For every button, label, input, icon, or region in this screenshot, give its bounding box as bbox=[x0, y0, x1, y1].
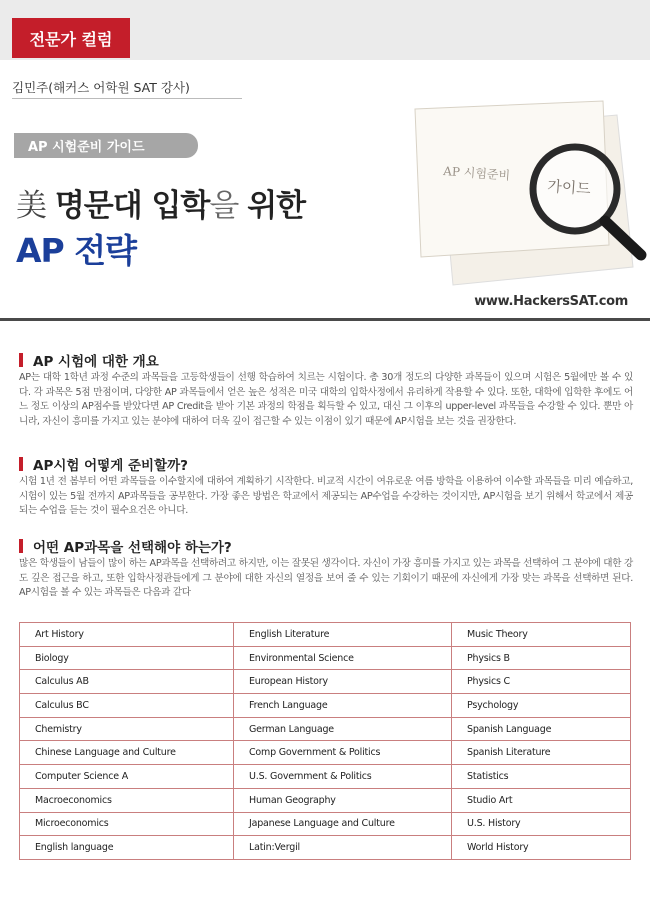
section-body: AP는 대학 1학년 과정 수준의 과목들을 고등학생들이 선행 학습하여 치르는 시험이다. 총 30개 정도의 다양한 과목들이 있으며 시험은 5월에만 볼 수 있다. 각 과목은 5점 만점이며, 다양한 AP 과목들에서 얻은 높은 성적은 미국 대학의 입학사정에서 유리하게 작용할 수 있다. 또한, 대학에 입학한 후에도 어느 정도 이상의 AP점수를 받았다면 AP Credit을 받아 기본 과정의 학점을 획득할 수 있고, 대신 그 이후의 upper-level 과목들을 수강할 수 있다. 뿐만 아니라, 자신이 흥미를 가지고 있는 분야에 대하여 더욱 깊이 접근할 수 있는 이점이 있기 때문에 AP시험을 보는 것을 권장한다. bbox=[19, 372, 633, 427]
table-row bbox=[20, 788, 631, 812]
section-title bbox=[19, 456, 633, 472]
paper-magnifier-illustration bbox=[395, 95, 650, 295]
table-row bbox=[20, 694, 631, 718]
table-cell: U.S. History bbox=[452, 812, 631, 836]
section-selection bbox=[19, 538, 633, 601]
title-bar-icon bbox=[19, 457, 23, 471]
table-cell: Microeconomics bbox=[20, 812, 234, 836]
headline-line1 bbox=[16, 180, 305, 225]
table-cell: Biology bbox=[20, 646, 234, 670]
table-cell: Calculus BC bbox=[20, 694, 234, 718]
table-cell: Comp Government & Politics bbox=[234, 741, 452, 765]
table-row bbox=[20, 836, 631, 860]
author-divider bbox=[12, 98, 242, 99]
table-row bbox=[20, 812, 631, 836]
column-tag: 전문가 컬럼 bbox=[12, 18, 130, 58]
table-cell: Spanish Language bbox=[452, 717, 631, 741]
table-cell: English language bbox=[20, 836, 234, 860]
table-cell: English Literature bbox=[234, 623, 452, 647]
table-row bbox=[20, 623, 631, 647]
table-cell: Japanese Language and Culture bbox=[234, 812, 452, 836]
headline-line2: AP 전략 bbox=[16, 231, 136, 270]
table-cell: U.S. Government & Politics bbox=[234, 765, 452, 789]
ap-courses-table bbox=[19, 622, 631, 860]
header-divider bbox=[0, 318, 650, 321]
section-body: 많은 학생들이 남들이 많이 하는 AP과목을 선택하려고 하지만, 이는 잘못된 생각이다. 자신이 가장 흥미를 가지고 있는 과목을 선택하여 그 분야에 대한 강도 깊은 접근을 하고, 또한 입학사정관들에게 그 분야에 대한 자신의 열정을 보여 줄 수 있는 기회이기 때문에 자신에게 가장 맞는 과목을 선택하면 된다. AP시험을 볼 수 있는 과목들은 다음과 같다 bbox=[19, 558, 633, 598]
table-cell: Calculus AB bbox=[20, 670, 234, 694]
table-cell: Studio Art bbox=[452, 788, 631, 812]
table-cell: Environmental Science bbox=[234, 646, 452, 670]
table-cell: German Language bbox=[234, 717, 452, 741]
headline-bold2: 위한 bbox=[247, 188, 306, 224]
table-cell: Chemistry bbox=[20, 717, 234, 741]
table-cell: Physics C bbox=[452, 670, 631, 694]
section-title bbox=[19, 538, 633, 554]
table-cell: Human Geography bbox=[234, 788, 452, 812]
table-row bbox=[20, 717, 631, 741]
table-cell: World History bbox=[452, 836, 631, 860]
section-title bbox=[19, 352, 633, 368]
section-overview bbox=[19, 352, 633, 429]
table-row bbox=[20, 646, 631, 670]
table-cell: Computer Science A bbox=[20, 765, 234, 789]
section-title-text: AP 시험에 대한 개요 bbox=[33, 354, 159, 370]
section-title-text: AP시험 어떻게 준비할까? bbox=[33, 458, 188, 474]
section-preparation bbox=[19, 456, 633, 519]
table-cell: Statistics bbox=[452, 765, 631, 789]
table-cell: Physics B bbox=[452, 646, 631, 670]
table-cell: European History bbox=[234, 670, 452, 694]
table-row bbox=[20, 670, 631, 694]
table-row bbox=[20, 765, 631, 789]
author-name: 김민주(해커스 어학원 SAT 강사) bbox=[12, 80, 190, 95]
table-cell: Art History bbox=[20, 623, 234, 647]
headline-prefix: 美 bbox=[16, 188, 55, 224]
headline-light: 을 bbox=[209, 188, 248, 224]
headline-bold1: 명문대 입학 bbox=[54, 188, 210, 224]
table-cell: French Language bbox=[234, 694, 452, 718]
table-row bbox=[20, 741, 631, 765]
website-url: www.HackersSAT.com bbox=[474, 294, 628, 309]
table-cell: Music Theory bbox=[452, 623, 631, 647]
section-title-text: 어떤 AP과목을 선택해야 하는가? bbox=[33, 540, 232, 556]
table-cell: Chinese Language and Culture bbox=[20, 741, 234, 765]
title-bar-icon bbox=[19, 353, 23, 367]
guide-label: AP 시험준비 가이드 bbox=[14, 133, 198, 158]
note-text: AP 시험준비 bbox=[442, 164, 511, 183]
table-cell: Macroeconomics bbox=[20, 788, 234, 812]
note-text-magnified: 가이드 bbox=[546, 177, 592, 199]
table-cell: Spanish Literature bbox=[452, 741, 631, 765]
section-body: 시험 1년 전 봄부터 어떤 과목들을 이수할지에 대하여 계획하기 시작한다. 비교적 시간이 여유로운 여름 방학을 이용하여 이수할 과목들을 미리 예습하고, 시험이 있는 5월 전까지 AP과목들을 공부한다. 가장 좋은 방법은 학교에서 제공되는 AP수업을 수강하는 것이지만, AP시험을 보기 위해서 학교에서 제공되는 수업을 듣는 것이 필수요건은 아니다. bbox=[19, 476, 633, 516]
table-cell: Psychology bbox=[452, 694, 631, 718]
title-bar-icon bbox=[19, 539, 23, 553]
table-cell: Latin:Vergil bbox=[234, 836, 452, 860]
